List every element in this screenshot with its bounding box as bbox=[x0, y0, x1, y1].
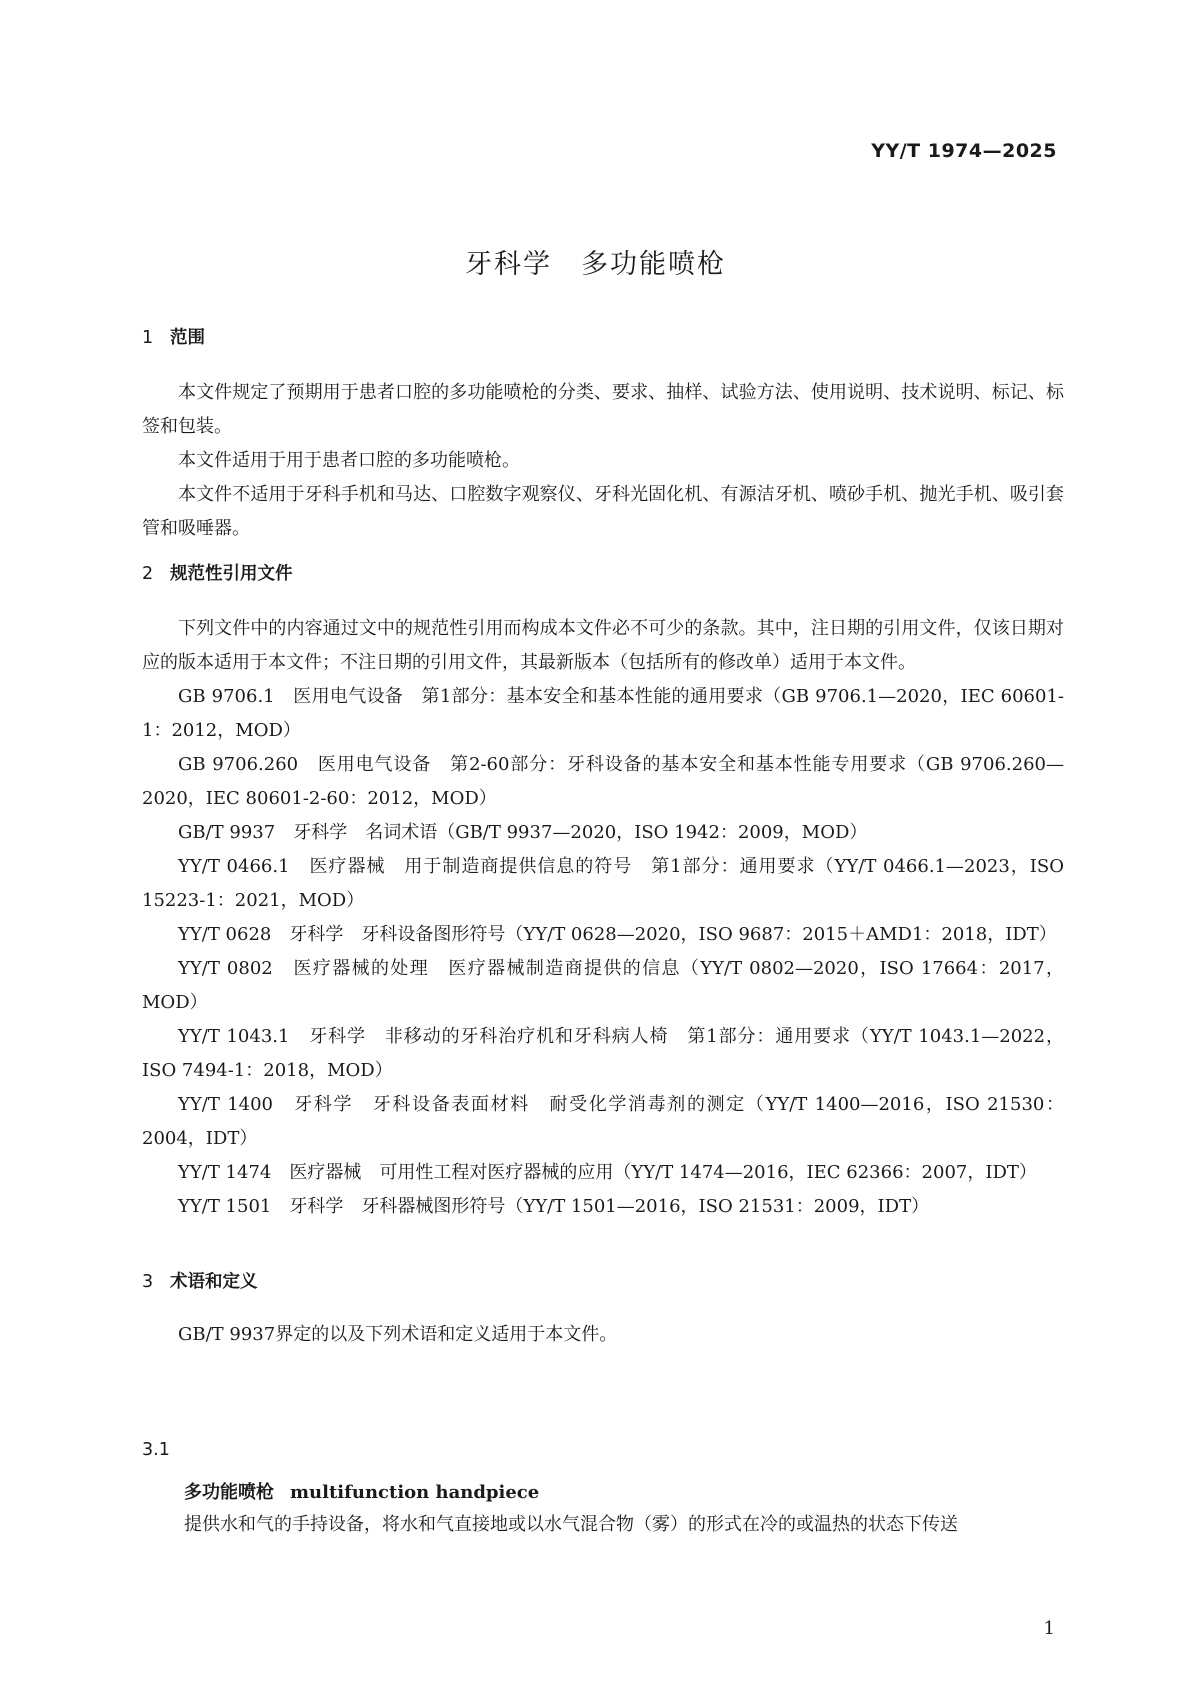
term-name-en: multifunction handpiece bbox=[290, 1482, 540, 1503]
page-number: 1 bbox=[1043, 1618, 1055, 1639]
reference-item: YY/T 1501 牙科学 牙科器械图形符号（YY/T 1501—2016，ISO 21531：2009，IDT） bbox=[178, 1196, 930, 1217]
document-title: 牙科学 多功能喷枪 bbox=[465, 249, 726, 280]
term-definition: 提供水和气的手持设备，将水和气直接地或以水气混合物（雾）的形式在冷的或温热的状态下传送 bbox=[184, 1514, 958, 1535]
reference-item: YY/T 1043.1 牙科学 非移动的牙科治疗机和牙科病人椅 第1部分：通用要求（YY/T 1043.1—2022，ISO 7494-1：2018，MOD） bbox=[142, 1026, 1064, 1081]
section-number: 2 bbox=[142, 564, 154, 584]
reference-item: GB 9706.260 医用电气设备 第2-60部分：牙科设备的基本安全和基本性能专用要求（GB 9706.260—2020，IEC 80601-2-60：2012，MOD） bbox=[142, 754, 1064, 809]
reference-item: YY/T 0802 医疗器械的处理 医疗器械制造商提供的信息（YY/T 0802—2020，ISO 17664：2017，MOD） bbox=[142, 958, 1064, 1013]
section-number: 3 bbox=[142, 1272, 154, 1292]
reference-item: YY/T 1400 牙科学 牙科设备表面材料 耐受化学消毒剂的测定（YY/T 1400—2016，ISO 21530：2004，IDT） bbox=[142, 1094, 1064, 1149]
term-name-zh: 多功能喷枪 bbox=[184, 1482, 274, 1503]
section-3-body bbox=[142, 1318, 1064, 1352]
section-number: 1 bbox=[142, 328, 154, 348]
standard-code: YY/T 1974—2025 bbox=[871, 140, 1057, 162]
term-name bbox=[184, 1478, 539, 1504]
section-2-body bbox=[142, 612, 1064, 1224]
section-3-heading bbox=[142, 1268, 258, 1293]
paragraph: 本文件规定了预期用于患者口腔的多功能喷枪的分类、要求、抽样、试验方法、使用说明、技术说明、标记、标签和包装。 bbox=[142, 382, 1064, 437]
paragraph: 下列文件中的内容通过文中的规范性引用而构成本文件必不可少的条款。其中，注日期的引用文件，仅该日期对应的版本适用于本文件；不注日期的引用文件，其最新版本（包括所有的修改单）适用于本文件。 bbox=[142, 618, 1064, 673]
section-title: 规范性引用文件 bbox=[170, 564, 293, 584]
term-number: 3.1 bbox=[142, 1440, 170, 1460]
paragraph: 本文件适用于用于患者口腔的多功能喷枪。 bbox=[178, 450, 520, 471]
section-title: 范围 bbox=[170, 328, 205, 348]
reference-item: YY/T 0466.1 医疗器械 用于制造商提供信息的符号 第1部分：通用要求（YY/T 0466.1—2023，ISO 15223-1：2021，MOD） bbox=[142, 856, 1064, 911]
paragraph: GB/T 9937界定的以及下列术语和定义适用于本文件。 bbox=[178, 1324, 618, 1345]
reference-item: GB 9706.1 医用电气设备 第1部分：基本安全和基本性能的通用要求（GB 9706.1—2020，IEC 60601-1：2012，MOD） bbox=[142, 686, 1064, 741]
reference-item: GB/T 9937 牙科学 名词术语（GB/T 9937—2020，ISO 1942：2009，MOD） bbox=[178, 822, 868, 843]
paragraph: 本文件不适用于牙科手机和马达、口腔数字观察仪、牙科光固化机、有源洁牙机、喷砂手机、抛光手机、吸引套管和吸唾器。 bbox=[142, 484, 1064, 539]
section-title: 术语和定义 bbox=[170, 1272, 258, 1292]
section-2-heading bbox=[142, 560, 293, 585]
section-1-body bbox=[142, 376, 1064, 546]
reference-item: YY/T 1474 医疗器械 可用性工程对医疗器械的应用（YY/T 1474—2016，IEC 62366：2007，IDT） bbox=[178, 1162, 1037, 1183]
reference-item: YY/T 0628 牙科学 牙科设备图形符号（YY/T 0628—2020，ISO 9687：2015＋AMD1：2018，IDT） bbox=[178, 924, 1057, 945]
section-1-heading bbox=[142, 324, 205, 349]
